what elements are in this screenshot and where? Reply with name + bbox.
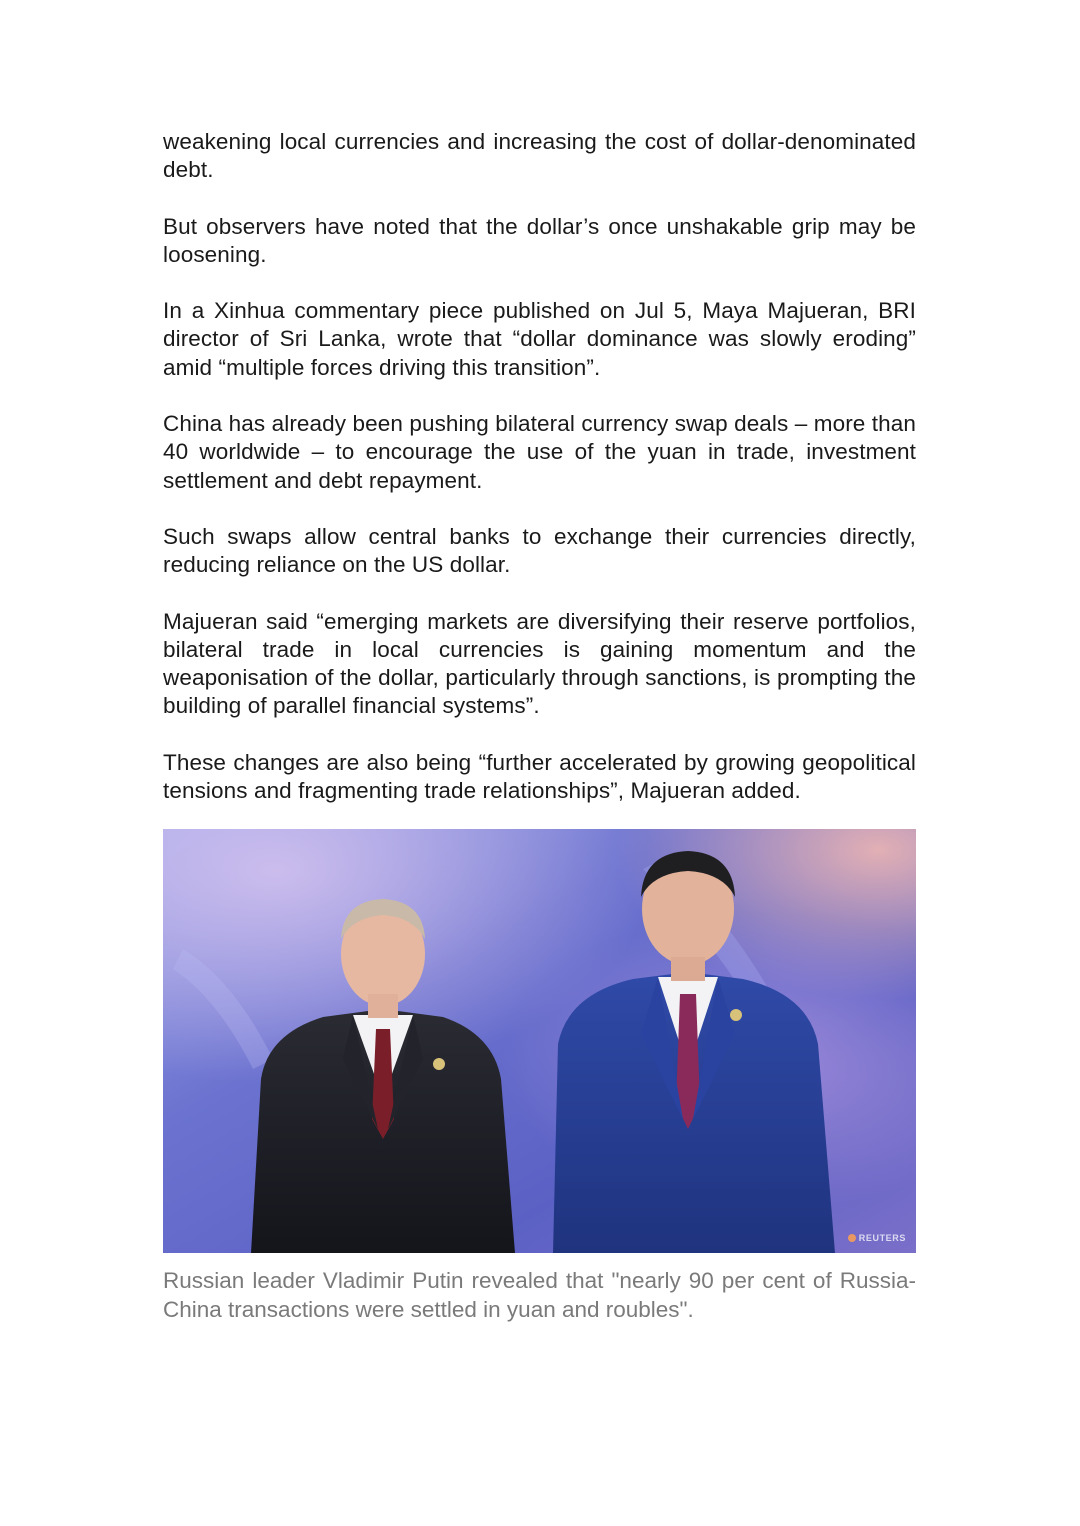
paragraph: Majueran said “emerging markets are diversifying their reserve portfolios, bilateral trade in local currencies is gaining momentum and the weaponisation of the dollar, particularly through sanctions, is prompting the building of parallel financial systems”. bbox=[163, 608, 916, 719]
paragraph: These changes are also being “further accelerated by growing geopolitical tensions and fragmenting trade relationships”, Majueran added. bbox=[163, 749, 916, 804]
photo-caption: Russian leader Vladimir Putin revealed that "nearly 90 per cent of Russia-China transactions were settled in yuan and roubles". bbox=[163, 1268, 916, 1322]
paragraph: Such swaps allow central banks to exchange their currencies directly, reducing reliance on the US dollar. bbox=[163, 523, 916, 578]
article-photo bbox=[163, 829, 916, 1253]
paragraph: But observers have noted that the dollar’s once unshakable grip may be loosening. bbox=[163, 213, 916, 267]
reuters-watermark: REUTERS bbox=[848, 1233, 906, 1243]
paragraph: China has already been pushing bilateral currency swap deals – more than 40 worldwide – to encourage the use of the yuan in trade, investment settlement and debt repayment. bbox=[163, 411, 916, 493]
paragraph: In a Xinhua commentary piece published on Jul 5, Maya Majueran, BRI director of Sri Lanka, wrote that “dollar dominance was slowly eroding” amid “multiple forces driving this transition”. bbox=[163, 298, 916, 380]
photo-illustration bbox=[163, 829, 916, 1253]
reuters-logo-icon bbox=[848, 1234, 856, 1242]
article-body bbox=[163, 128, 916, 1324]
paragraph: weakening local currencies and increasing the cost of dollar-denominated debt. bbox=[163, 129, 916, 183]
